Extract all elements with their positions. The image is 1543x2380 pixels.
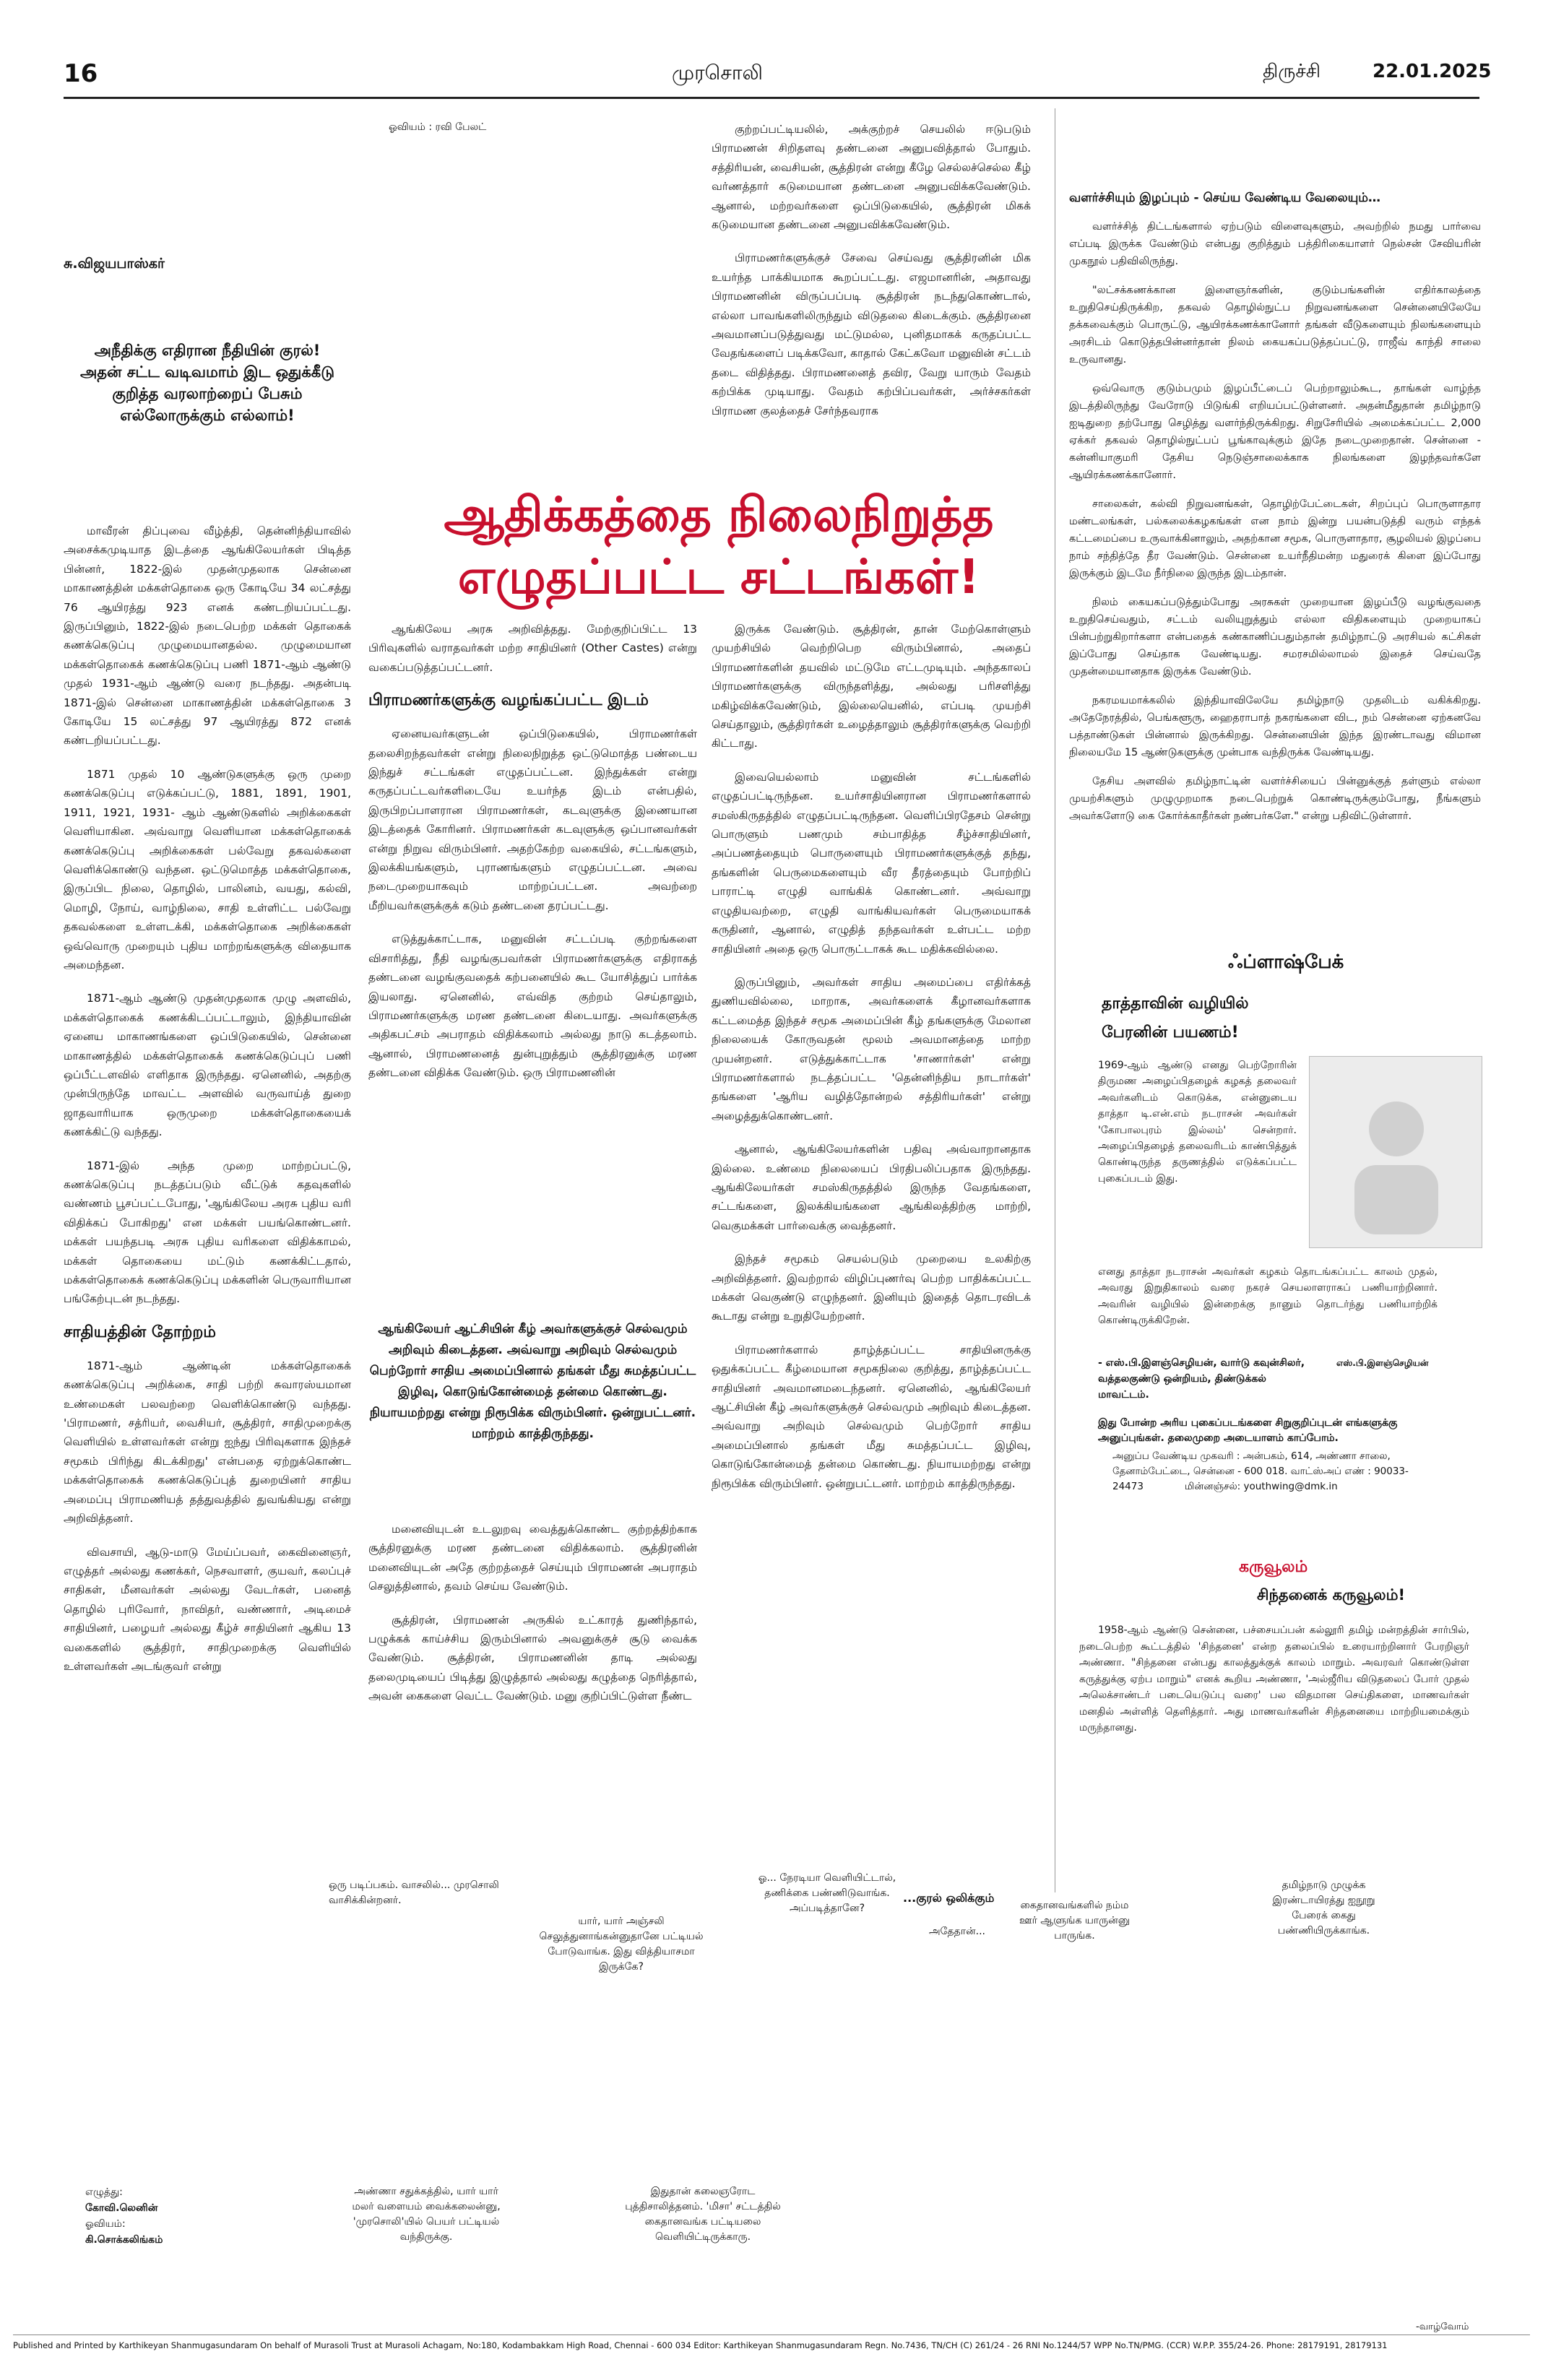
flashback-lead: 1969-ஆம் ஆண்டு எனது பெற்றோரின் திருமண அழைப்பிதழைக் கழகத் தலைவர் அவர்களிடம் கொடுக்க, என்னுடைய தாத்தா டி.என்.எம் நடராசன் அவர்கள் 'கோபாலபுரம் இல்லம்' சென்றார். அழைப்பிதழைத் தலைவரிடம் காண்பித்துக் கொண்டிருந்த தருணத்தில் எடுக்கப்பட்ட புகைப்படம் இது. [1098,1060,1297,1185]
body-paragraph: மாவீரன் திப்புவை வீழ்த்தி, தென்னிந்தியாவில் அசைக்கமுடியாத இடத்தை ஆங்கிலேயர்கள் பிடித்த பின்னர், 1822-இல் முதன்முதலாக சென்னை மாகாணத்தின் மக்கள்தொகை ஒரு கோடியே 34 லட்சத்து 76 ஆயிரத்து 923 எனக் கண்டறியப்பட்டது. இருப்பினும், 1822-இல் நடைபெற்ற மக்கள் தொகைக் கணக்கெடுப்பு முழுமையானதல்ல. முழுமையான மக்கள்தொகைக் கணக்கெடுப்பு பணி 1871-ஆம் ஆண்டு முதல் 1931-ஆம் ஆண்டு வரை நடந்தது. அதன்படி 1871-இல் சென்னை மாகாணத்தின் மக்கள்தொகை 3 கோடியே 15 லட்சத்து 97 ஆயிரத்து 872 எனக் கண்டறியப்பட்டது. [64,524,351,748]
body-paragraph: இருக்க வேண்டும். சூத்திரன், தான் மேற்கொள்ளும் முயற்சியில் வெற்றிபெற விரும்பினால், அதைப் பிராமணர்களின் தயவில் மட்டுமே எட்டமுடியும். அந்தகாலப் பிராமணர்களுக்கு விருந்தளித்து, அல்லது பரிசளித்து மகிழ்விக்கவேண்டும், இல்லையெனில், எப்படி முயற்சி செய்தாலும், சூத்திரர்கள் உழைத்தாலும் சூத்திரர்களுக்கு வெற்றி கிட்டாது. [712,623,1031,750]
page-number: 16 [64,59,98,88]
comic-bubble-1: யார், யார் அஞ்சலி செலுத்துனாங்கன்னுதானே பட்டியல் போடுவாங்க. இது வித்தியாசமா இருக்கே? [539,1916,704,1973]
header-rule [64,97,1479,99]
flashback-title-1: தாத்தாவின் வழியில் [1102,995,1249,1013]
body-paragraph: பிராமணர்களால் தாழ்த்தப்பட்ட சாதியினருக்கு ஒதுக்கப்பட்ட கீழ்மையான சமூகநிலை குறித்து, தாழ்த்தப்பட்ட சாதியினர் அவமானமடைந்தனர். ஏனெனில், ஆங்கிலேயர் ஆட்சியின் கீழ் அவர்களுக்குச் செல்வமும் அறிவும் கிடைத்தன. அவ்வாறு அறிவும் செல்வமும் பெற்றோர் சாதிய அமைப்பினால் தங்கள் மீது சுமத்தப்பட்ட இழிவு, கொடுங்கோன்மைத் தன்மை கொண்டது. நியாயமற்றது என்று நிரூபிக்க விரும்பினர். ஒன்றுபட்டனர். மாற்றம் காத்திருந்தது. [712,1343,1031,1490]
kicker [64,339,351,426]
subheading: பிராமணர்களுக்கு வழங்கப்பட்ட இடம் [368,691,649,710]
author-byline: சு.விஜயபாஸ்கர் [64,256,165,272]
body-paragraph: 1871-ஆம் ஆண்டின் மக்கள்தொகைக் கணக்கெடுப்பு அறிக்கை, சாதி பற்றி சுவாரஸ்யமான உண்மைகள் பலவற்றை வெளிக்கொண்டு வந்தது. 'பிராமணர், சத்ரியர், வைசியர், சூத்திரர், சாதிமுறைக்கு வெளியில் உள்ளவர்கள் என்று ஐந்து பிரிவுகளாக இந்தச் சமூகம் பிரிந்து கிடக்கிறது' என்பதை ஏற்றுக்கொண்ட மக்கள்தொகைக் கணக்கெடுப்புத் துறையினர் சாதிய அமைப்பு பிராமணியத் தத்துவத்தில் துவங்கியது என்று அறிவித்தனர். [64,1359,351,1526]
body-paragraph: இருப்பினும், அவர்கள் சாதிய அமைப்பை எதிர்க்கத் துணியவில்லை, மாறாக, அவர்களைக் கீழானவர்களாக கட்டமைத்த இந்தச் சமூக அமைப்பின் கீழ் தங்களுக்கு மேலான நிலையைக் கோருவதன் மூலம் அவமானத்தை மாற்ற முயன்றனர். எடுத்துக்காட்டாக 'சாணார்கள்' என்று பிராமணர்களால் நடத்தப்பட்ட 'தென்னிந்திய நாடார்கள்' தங்களை 'ஆரிய வழித்தோன்றல் சத்திரியர்கள்' என்று அழைத்துக்கொண்டனர். [712,975,1031,1122]
body-paragraph: மனைவியுடன் உடலுறவு வைத்துக்கொண்ட குற்றத்திற்காக சூத்திரனுக்கு மரண தண்டனை விதிக்கலாம். சூத்திரனின் மனைவியுடன் அதே குற்றத்தைச் செய்யும் பிராமணன் அபராதம் செலுத்தினால், தவம் செய்ய வேண்டும். [368,1523,697,1593]
kicker-line: எல்லோருக்கும் எல்லாம்! [120,407,295,424]
illustration-credit: ஓவியம் : ரவி பேலட் [389,121,487,133]
comic-panel-1 [64,1878,367,2152]
body-paragraph: குற்றப்பட்டியலில், அக்குற்றச் செயலில் ஈடுபடும் பிராமணன் சிறிதளவு தண்டனை அனுபவித்தால் போதும். சத்திரியன், வைசியன், சூத்திரன் என்று கீழே செல்லச்செல்ல கீழ் வர்ணத்தார் கடுமையான தண்டனை அனுபவிக்கவேண்டும். ஆனால், மற்றவர்களை ஒப்பிடுகையில், சூத்திரன் மிகக் கடுமையான தண்டனை அனுபவிக்கவேண்டும். [712,123,1031,232]
credit-writer-label: எழுத்து: [85,2186,123,2198]
headline [365,484,1073,608]
masthead: முரசொலி [672,61,763,85]
karuvoolam-title: சிந்தனைக் கருவூலம்! [1257,1586,1406,1604]
body-paragraph: எடுத்துக்காட்டாக, மனுவின் சட்டப்படி குற்றங்களை விசாரித்து, நீதி வழங்குபவர்கள் பிராமணர்களுக்கு எதிராகத் தண்டனை வழங்குவதைக் கற்பனையில் கூட யோசித்துப் பார்க்க இயலாது. ஏனெனில், எவ்வித குற்றம் செய்தாலும், பிராமணர்களுக்கு மரண தண்டனை கிடையாது. அவர்களுக்கு அதிகபட்சம் அபராதம் விதிக்கலாம் அல்லது நாடு கடத்தலாம். ஆனால், பிராமணனைத் துன்புறுத்தும் சூத்திரனுக்கு மரண தண்டனை விதிக்க வேண்டும். ஒரு பிராமணனின் [368,932,697,1080]
flashback-invite: இது போன்ற அரிய புகைப்படங்களை சிறுகுறிப்புடன் எங்களுக்கு அனுப்புங்கள். தலைமுறை அடையாளம் காப்போம். [1098,1417,1398,1444]
column-1 [64,522,351,1690]
body-paragraph: தேசிய அளவில் தமிழ்நாட்டின் வளர்ச்சியைப் பின்னுக்குத் தள்ளும் எல்லா முயற்சிகளும் முழுமுறமாக நடைபெற்றுக் கொண்டிருக்கும்போது, நீங்களும் அவர்களோடு கை கோர்க்காதீர்கள் நண்பர்களே." என்று பதிவிட்டுள்ளார். [1069,776,1481,822]
body-paragraph: இந்தச் சமூகம் செயல்படும் முறையை உலகிற்கு அறிவித்தனர். இவற்றால் விழிப்புணர்வு பெற்ற பாதிக்கப்பட்ட மக்கள் வெகுண்டு எழுந்தனர். இனியும் இதைத் தொடரவிடக் கூடாது என்று உறுதியேற்றனர். [712,1252,1031,1323]
body-paragraph: சூத்திரன், பிராமணன் அருகில் உட்காரத் துணிந்தால், பழுக்கக் காய்ச்சிய இரும்பினால் அவனுக்குச் சூடு வைக்க வேண்டும். சூத்திரன், பிராமணனின் தாடி அல்லது தலைமுடியைப் பிடித்து இழுத்தால் அல்லது கழுத்தை நெரித்தால், அவன் கைகளை வெட்ட வேண்டும். மனு குறிப்பிட்டுள்ள நீண்ட [368,1613,697,1703]
issue-date: 22.01.2025 [1373,61,1492,82]
flashback-title-2: பேரனின் பயணம்! [1102,1024,1239,1042]
comic-bubble-3: அதேதான்... [929,1926,985,1937]
credit-artist-name: கி.சொக்கலிங்கம் [85,2234,163,2246]
comic-credits [85,2184,163,2248]
body-paragraph: நிலம் கையகப்படுத்தும்போது அரசுகள் முறையான இழப்பீடு வழங்குவதை உறுதிசெய்வதும், சட்டம் வலியுறுத்தும் எல்லா விதிகளையும் முறையாகப் பின்பற்றுகிறார்களா என்பதைக் கண்காணிப்பதும்தான் தமிழ்நாட்டு அரசியல் கட்சிகள் இப்போது செய்தாக வேண்டியது. சமரசமில்லாமல் இதைச் செய்வதே முதன்மையானதாக இருக்க வேண்டும். [1069,597,1481,678]
karuvoolam-text: 1958-ஆம் ஆண்டு சென்னை, பச்சையப்பன் கல்லூரி தமிழ் மன்றத்தின் சார்பில், நடைபெற்ற கூட்டத்தில் 'சிந்தனை' என்ற தலைப்பில் உரையாற்றினார் பேரறிஞர் அண்ணா. "சிந்தனை என்பது காலத்துக்குக் காலம் மாறும். அவரவர் கொண்டுள்ள கருத்துக்கு ஏற்ப மாறும்" எனக் கூறிய அண்ணா, 'அல்ஜீரிய விடுதலைப் போர் முதல் அலெக்சாண்டர் படையெடுப்பு வரை' பல விதமான செய்திகளை, மாணவர்கள் மனதில் அள்ளித் தெளித்தார். அது மாணவர்களின் சிந்தனையை மாற்றியமைக்கும் மருந்தானது. [1079,1624,1469,1734]
karuvoolam-label: கருவூலம் [1239,1558,1308,1576]
body-paragraph: விவசாயி, ஆடு-மாடு மேய்ப்பவர், கைவினைஞர், எழுத்தர் அல்லது கணக்கர், நெசவாளர், குயவர், கலப்புச் சாதிகள், மீனவர்கள் அல்லது வேடர்கள், பனைத் தொழில் புரிவோர், நாவிதர், வண்ணார், அடிமைச் சாதியினர், பழையர் அல்லது கீழ்ச் சாதியினர் ஆகிய 13 வகைகளில் சூத்திரர், சாதிமுறைக்கு வெளியில் உள்ளவர்கள் அடங்குவர் என்று [64,1545,351,1673]
body-paragraph: 1871-ஆம் ஆண்டு முதன்முதலாக முழு அளவில், மக்கள்தொகைக் கணக்கிடப்பட்டாலும், இந்தியாவின் ஏனைய மாகாணங்களை ஒப்பிடுகையில், சென்னை மாகாணத்தில் மக்கள்தொகைக் கணக்கெடுப்புப் பணி ஒப்பீட்டளவில் எளிதாக இருந்தது. ஏனெனில், அதற்கு முன்பிருந்தே மாவட்ட அளவில் வருவாய்த் துறை ஜாதவாரியாக ஒருமுறை மக்கள்தொகையைக் கணக்கிட்டு வந்தது. [64,992,351,1139]
body-paragraph: ஒவ்வொரு குடும்பமும் இழப்பீட்டைப் பெற்றாலும்கூட, தாங்கள் வாழ்ந்த இடத்திலிருந்து வேரோடு பிடுங்கி எறியப்பட்டுள்ளனர். அதன்மீதுதான் தமிழ்நாடு ஐடிதுறை தற்போது செழித்து வளர்ந்திருக்கிறது. சிறுசேரியில் அமைக்கப்பட்ட 2,000 ஏக்கர் தகவல் தொழில்நுட்பப் பூங்காவுக்கும் இதே நடைமுறைதான். சென்னை - கன்னியாகுமரி தேசிய நெடுஞ்சாலைக்காக நிலங்களை இழந்தவர்களே ஆயிரக்கணக்கானோர். [1069,383,1481,481]
pull-quote: ஆங்கிலேயர் ஆட்சியின் கீழ் அவர்களுக்குச் செல்வமும் அறிவும் கிடைத்தன. அவ்வாறு அறிவும் செல்வமும் பெற்றோர் சாதிய அமைப்பினால் தங்கள் மீது சுமத்தப்பட்ட இழிவு, கொடுங்கோன்மைத் தன்மை கொண்டது. நியாயமற்றது என்று நிரூபிக்க விரும்பினர். ஒன்றுபட்டனர். மாற்றம் காத்திருந்தது. [369,1322,696,1441]
headline-line-2: எழுதப்பட்ட சட்டங்கள்! [457,549,980,605]
body-paragraph: 1871 முதல் 10 ஆண்டுகளுக்கு ஒரு முறை கணக்கெடுப்பு எடுக்கப்பட்டு, 1881, 1891, 1901, 1911, 1921, 1931- ஆம் ஆண்டுகளில் அறிக்கைகள் வெளியாகின. அவ்வாறு வெளியான மக்கள்தொகைக் கணக்கெடுப்பு அறிக்கைகள் பல்வேறு தகவல்களை வெளிக்கொண்டு வந்தன. ஒட்டுமொத்த மக்கள்தொகை, இருப்பிட நிலை, தொழில், பாலினம், வயது, கல்வி, மொழி, நோய், வாழ்நிலை, சாதி உள்ளிட்ட பல்வேறு தகவல்களை உள்ளடக்கி, மக்கள்தொகை அறிக்கைகள் ஒவ்வொரு முறையும் புதிய மாற்றங்களுக்கு விதையாக அமைந்தன. [64,767,351,972]
edition: திருச்சி [1263,61,1321,82]
flashback-text-rest: எனது தாத்தா நடராசன் அவர்கள் கழகம் தொடங்கப்பட்ட காலம் முதல், அவரது இறுதிகாலம் வரை நகரச் செயலாளராகப் பணியாற்றினார். அவரின் வழியில் இன்றைக்கு நானும் தொடர்ந்து பணியாற்றிக் கொண்டிருக்கிறேன். [1098,1266,1438,1327]
comic-bubble-7: இதுதான் கலைஞரோட புத்திசாலித்தனம். 'மிசா' சட்டத்தில் கைதானவங்க பட்டியலை வெளியிட்டிருக்காரு. [625,2186,781,2243]
kicker-line: அதன் சட்ட வடிவமாம் இட ஒதுக்கீடு [80,363,334,381]
continued-label: ...குரல் ஒலிக்கும் [903,1891,995,1905]
flashback-photo [1309,1056,1482,1248]
photo-placeholder-icon [1310,1057,1482,1247]
footer-rule [13,2334,1530,2335]
column-3 [712,620,1031,1507]
credit-artist-label: ஓவியம்: [85,2218,126,2230]
column-4 [1069,191,1481,836]
flashback-label: ஃப்ளாஷ்பேக் [1228,951,1344,973]
subheading: சாதியத்தின் தோற்றம் [64,1323,217,1341]
body-paragraph: ஆங்கிலேய அரசு அறிவித்தது. மேற்குறிப்பிட்ட 13 பிரிவுகளில் வராதவர்கள் மற்ற சாதியினர் (Other Castes) என்று வகைப்படுத்தப்பட்டனர். [368,623,697,674]
comic-bubble-4: கைதானவங்களில் நம்ம ஊர் ஆளுங்க யாருன்னு பாருங்க. [1019,1900,1130,1942]
column-2 [368,620,697,1097]
credit-writer-name: கோவி.லெனின் [85,2202,158,2214]
section-title: வளர்ச்சியும் இழப்பும் - செய்ய வேண்டிய வேலையும்… [1069,191,1380,205]
body-paragraph: சாலைகள், கல்வி நிறுவனங்கள், தொழிற்பேட்டைகள், சிறப்புப் பொருளாதார மண்டலங்கள், பல்கலைக்கழகங்கள் என நாம் இன்று பயன்படுத்தி வரும் எந்தக் கட்டமைப்பை உருவாக்கினாலும், அதற்கான சமூக, பொருளாதார, சூழலியல் இழப்பை நாம் சந்தித்தே தீர வேண்டும். சென்னை உயர்நீதிமன்ற மதுரைக் கிளை இப்போது இருக்கும் இடமே நீர்நிலை இருந்த இடம்தான். [1069,498,1481,579]
body-paragraph: ஆனால், ஆங்கிலேயர்களின் பதிவு அவ்வாறானதாக இல்லை. உண்மை நிலையைப் பிரதிபலிப்பதாக இருந்தது. ஆங்கிலேயர்கள் சமஸ்கிருதத்தில் இருந்த வேதங்களை, சட்டங்களை, இலக்கியங்களை ஆங்கிலத்திற்கு மாற்றி, வெகுமக்கள் பார்வைக்கு வைத்தனர். [712,1143,1031,1232]
flashback-title [1102,990,1249,1047]
flashback-email: மின்னஞ்சல்: youthwing@dmk.in [1185,1481,1338,1492]
column-2-bottom [368,1520,697,1721]
body-paragraph: இவையெல்லாம் மனுவின் சட்டங்களில் எழுதப்பட்டிருந்தன. உயர்சாதியினரான பிராமணர்களால் சமஸ்கிருதத்தில் எழுதப்பட்டிருந்தன. வெளிப்பிரதேசம் சென்று பொருளும் பணமும் சம்பாதித்த சீழ்ச்சாதியினர், அப்பணத்தையும் பொருளையும் பிராமணர்களுக்குத் தந்து, தங்களின் பெருமைகளையும் வீர தீரத்தையும் போற்றிப் பாராட்டி எழுதி வாங்கிக் கொண்டனர். அவ்வாறு எழுதியவற்றை, எழுதி வாங்கியவர்கள் பெருமையாகக் கருதினர், ஆனால், எழுதித் தந்தவர்கள் உள்பட்ட மற்ற சாதியினர் அதை ஒரு பொருட்டாகக் கூட மதிக்கவில்லை. [712,770,1031,956]
body-paragraph: நகரமயமாக்கலில் இந்தியாவிலேயே தமிழ்நாடு முதலிடம் வகிக்கிறது. அதேநேரத்தில், பெங்களூரு, ஹைதராபாத் நகரங்களை விட, நம் சென்னை ஏற்கனவே பத்தாண்டுகள் பின்னால் இருக்கிறது. சென்னையின் இந்த இரண்டாவது விமான நிலையமே 15 ஆண்டுகளுக்கு முன்பாக வந்திருக்க வேண்டியது. [1069,695,1481,758]
headline-line-1: ஆதிக்கத்தை நிலைநிறுத்த [444,487,994,542]
body-paragraph: பிராமணர்களுக்குச் சேவை செய்வது சூத்திரனின் மிக உயர்ந்த பாக்கியமாக கூறப்பட்டது. எஜமானரின், அதாவது பிராமணனின் விருப்பப்படி சூத்திரன் நடந்துகொண்டால், எல்லா பாவங்களிலிருந்தும் விடுதலை கிடைக்கும். சூத்திரனை அவமானப்படுத்துவது மட்டுமல்ல, புனிதமாகக் கருதப்பட்ட வேதங்களைப் படிக்கவோ, காதால் கேட்கவோ மனுவின் சட்டம் தடை விதித்தது. பிராமணனைத் தவிர, வேறு யாரும் வேதம் கற்பிக்க முடியாது. வேதம் கற்பிப்பவர்கள், அர்ச்சகர்கள் பிராமண குலத்தைச் சேர்ந்தவராக [712,251,1031,417]
flashback-address: அனுப்ப வேண்டிய முகவரி : அன்பகம், 614, அண்ணா சாலை, தேனாம்பேட்டை, சென்னை - 600 018. வாட்ஸ்அப் எண் : 90033-24473 [1112,1450,1409,1492]
flashback-signature: - எஸ்.பி.இளஞ்செழியன், வார்டு கவுன்சிலர், வத்தலகுண்டு ஒன்றியம், திண்டுக்கல் மாவட்டம். [1098,1357,1305,1401]
body-paragraph: ஏனையவர்களுடன் ஒப்பிடுகையில், பிராமணர்கள் தலைசிறந்தவர்கள் என்று நிலைநிறுத்த ஒட்டுமொத்த பண்டைய இந்துச் சட்டங்கள் எழுதப்பட்டன. இந்துக்கள் என்று கருதப்பட்டவர்களிடையே உயர்ந்த இடம் என்பதில், இருபிறப்பாளரான பிராமணர்கள், கடவுளுக்கு இணையான இடத்தைக் கோரினர். பிராமணர்கள் கடவுளுக்கு ஒப்பானவர்கள் என்று நிறுவ விரும்பினர். அதற்கேற்ற வகையில், சட்டங்களும், இலக்கியங்களும், புராணங்களும் எழுதப்பட்டன. அவை நடைமுறையாகவும் மாற்றப்பட்டன. அவற்றை மீறியவர்களுக்குக் கடும் தண்டனை தரப்பட்டது. [368,727,697,912]
comic-intro: ஒரு படிப்பகம். வாசலில்... முரசொலி வாசிக்கின்றனர். [329,1879,499,1906]
comic-bubble-2: ஓ... நேரடியா வெளியிட்டால், தணிக்கை பண்ணிடுவாங்க. அப்படித்தானே? [758,1872,896,1914]
body-paragraph: 1871-இல் அந்த முறை மாற்றப்பட்டு, கணக்கெடுப்பு நடத்தப்படும் வீட்டுக் கதவுகளில் வண்ணம் பூசப்பட்டபோது, 'ஆங்கிலேய அரசு புதிய வரி விதிக்கப் போகிறது' என மக்கள் பயங்கொண்டனர். மக்கள் பயந்தபடி அரசு புதிய வரிகளை விதிக்காமல், மக்கள் தொகையை மட்டும் கணக்கிட்டதால், மக்கள்தொகைக் கணக்கெடுப்பு மக்களின் பெருவாரியான பங்கேற்புடன் நடந்தது. [64,1159,351,1306]
footer-imprint: Published and Printed by Karthikeyan Shanmugasundaram On behalf of Murasoli Trust at Murasoli Achagam, No:180, Kodambakkam High Road, Chennai - 600 034 Editor: Karthikeyan Shanmugasundaram Regn. No.7436, TN/CH (C) 261/24 - 26 RNI No.1244/57 WPP No.TN/PMG. (CCR) W.P.P. 355/24-26. Phone: 28179191, 28179131 [13,2340,1388,2350]
kicker-line: குறித்த வரலாற்றைப் பேசும் [112,385,303,402]
comic-bubble-6: அண்ணா சதுக்கத்தில், யார் யார் மலர் வளையம் வைக்கலைன்னு, 'முரசொலி'யில் பெயர் பட்டியல் வந்திருக்கு. [352,2186,501,2243]
kicker-line: அநீதிக்கு எதிரான நீதியின் குரல்! [94,342,321,359]
flashback-photo-caption: எஸ்.பி.இளஞ்செழியன் [1336,1358,1429,1368]
flashback-text [1098,1057,1297,1187]
body-paragraph: "லட்சக்கணக்கான இளைஞர்களின், குடும்பங்களின் எதிர்காலத்தை உறுதிசெய்திருக்கிற, தகவல் தொழில்நுட்ப நிறுவனங்களை சென்னையிலேயே தக்கவைக்கும் பொருட்டு, ஆயிரக்கணக்கானோர் தங்கள் வீடுகளையும் நிலங்களையும் அரசிடம் கொடுத்தபின்னர்தான் நிலம் கையகப்படுத்தப்பட்டு, ராஜீவ் காந்தி சாலை உருவானது. [1069,285,1481,365]
comic-continues: -வாழ்வோம் [1416,2321,1469,2332]
column-3-top [712,120,1031,435]
comic-bubble-5: தமிழ்நாடு முழுக்க இரண்டாயிரத்து ஐநூறு பேரைக் கைது பண்ணியிருக்காங்க. [1272,1879,1375,1937]
body-paragraph: வளர்ச்சித் திட்டங்களால் ஏற்படும் விளைவுகளும், அவற்றில் நமது பார்வை எப்படி இருக்க வேண்டும் என்பது குறித்தும் பத்திரிகையாளர் நெல்சன் சேவியரின் முகநூல் பதிவிலிருந்து. [1069,221,1481,267]
